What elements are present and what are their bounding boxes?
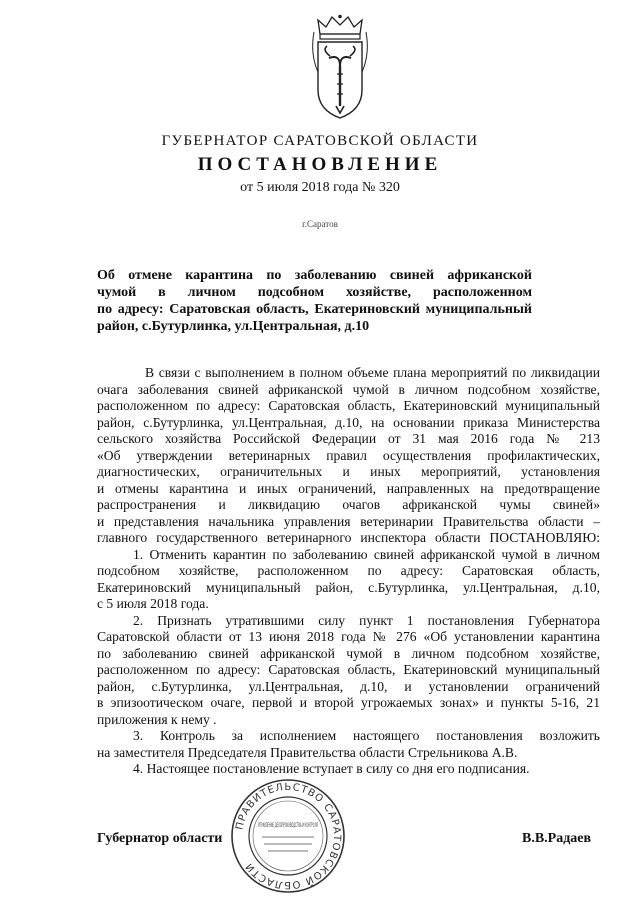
body-line: подсобном хозяйстве, расположенном по адресу: Саратовская область, <box>97 563 600 578</box>
body-line: 2. Признать утратившими силу пункт 1 постановления Губернатора <box>133 612 600 628</box>
body-line: Екатериновский муниципальный район, с.Бутурлинка, ул.Центральная, д.10, <box>97 579 600 595</box>
body-line: на заместителя Председателя Правительства области Стрельникова А.В. <box>97 744 518 760</box>
body-line: приложения к нему . <box>97 711 217 727</box>
subject-line: Об отмене карантина по заболеванию свиней африканской <box>97 268 532 283</box>
body-line: и отмены карантина и иных ограничений, направленных на предотвращение <box>97 480 600 496</box>
body-line: распространения и ликвидацию очагов африканской чумы свиней» <box>97 497 600 512</box>
body-line: с 5 июля 2018 года. <box>97 596 209 611</box>
body-line: расположенном по адресу: Саратовская область, Екатериновский муниципальный <box>97 662 600 677</box>
body-line: по заболеванию свиней африканской чумой в личном подсобном хозяйстве, <box>97 645 600 661</box>
document-type-title: ПОСТАНОВЛЕНИЕ <box>197 154 443 175</box>
city-of-issue: г.Саратов <box>302 219 338 229</box>
body-line: главного государственного ветеринарного инспектора области ПОСТАНОВЛЯЮ: <box>97 530 600 545</box>
body-line: расположенном по адресу: Саратовская область, Екатериновский муниципальный <box>97 398 600 413</box>
official-stamp <box>228 777 348 895</box>
body-line: «Об утверждении ветеринарных правил осуществления профилактических, <box>97 447 600 463</box>
stamp-ring-text: ПРАВИТЕЛЬСТВО САРАТОВСКОЙ ОБЛАСТИ <box>234 781 343 891</box>
signatory-position: Губернатор области <box>97 831 223 846</box>
subject-line: чумой в личном подсобном хозяйстве, расположенном <box>97 285 532 300</box>
body-line: в эпизоотическом очаге, первой и второй угрожаемых зонах» и пункты 5-16, 21 <box>97 695 600 710</box>
body-line: диагностических, ограничительных и иных мероприятий, установления <box>97 464 600 479</box>
body-line: Саратовской области от 13 июня 2018 года № 276 «Об установлении карантина <box>97 629 600 644</box>
body-line: 4. Настоящее постановление вступает в силу со дня его подписания. <box>133 761 530 776</box>
body-line: 1. Отменить карантин по заболеванию свиней африканской чумой в личном <box>133 546 600 562</box>
subject-line: по адресу: Саратовская область, Екатериновский муниципальный <box>97 302 532 317</box>
issuing-authority: ГУБЕРНАТОР САРАТОВСКОЙ ОБЛАСТИ <box>161 133 479 149</box>
document-subject <box>97 267 532 335</box>
subject-line: район, с.Бутурлинка, ул.Центральная, д.10 <box>97 319 370 334</box>
document-date-number: от 5 июля 2018 года № 320 <box>240 180 400 195</box>
svg-text:ПРАВИТЕЛЬСТВО САРАТОВСКОЙ ОБЛА <box>234 782 342 890</box>
body-line: В связи с выполнением в полном объеме плана мероприятий по ликвидации <box>145 365 600 380</box>
body-line: 3. Контроль за исполнением настоящего постановления возложить <box>133 728 600 743</box>
body-line: очага заболевания свиней африканской чумой в личном подсобном хозяйстве, <box>97 381 600 397</box>
document-body <box>97 365 600 778</box>
body-line: район, с.Бутурлинка, ул.Центральная, д.10, и установлении ограничений <box>97 678 600 694</box>
coat-of-arms-emblem <box>308 14 372 122</box>
body-line: район, с.Бутурлинка, ул.Центральная, д.10, на основании приказа Министерства <box>97 414 600 430</box>
stamp-inner-text: УПРАВЛЕНИЕ ДЕЛОПРОИЗВОДСТВА И КОНТРОЛЯ <box>258 822 318 829</box>
body-line: и представления начальника управления ветеринарии Правительства области – <box>97 513 600 529</box>
body-line: сельского хозяйства Российской Федерации от 31 мая 2016 года № 213 <box>97 431 600 446</box>
signatory-name: В.В.Радаев <box>522 831 592 846</box>
